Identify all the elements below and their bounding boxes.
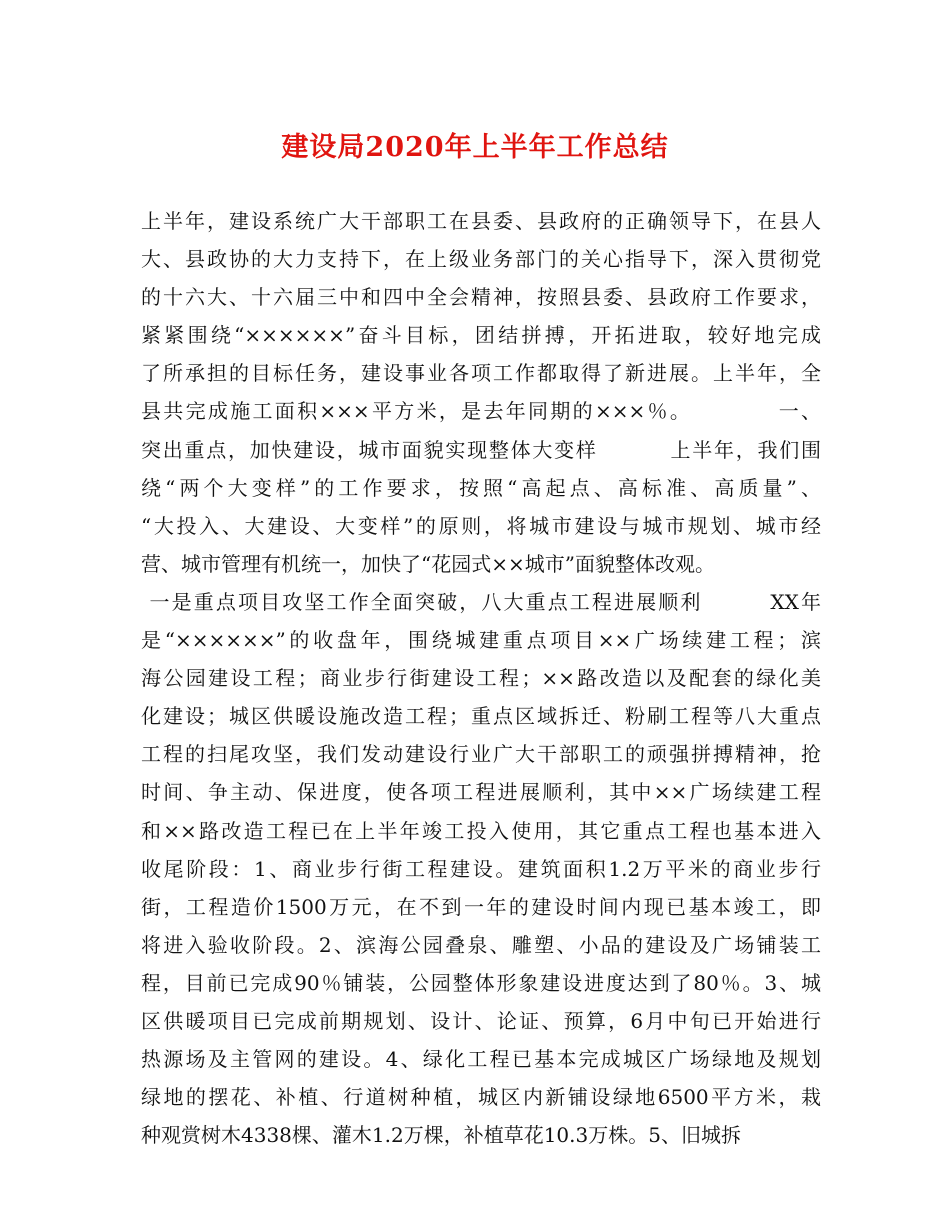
- body-text-line: 是“××××××”的收盘年，围绕城建重点项目××广场续建工程；滨: [141, 628, 821, 653]
- body-text-line: 紧紧围绕“××××××”奋斗目标，团结拼搏，开拓进取，较好地完成: [141, 323, 821, 348]
- body-text-line: 突出重点，加快建设，城市面貌实现整体大变样 上半年，我们围: [141, 437, 821, 462]
- body-text-line: 化建设；城区供暖设施改造工程；重点区域拆迁、粉刷工程等八大重点: [141, 704, 821, 729]
- body-text-line: 工程的扫尾攻坚，我们发动建设行业广大干部职工的顽强拼搏精神，抢: [141, 742, 821, 767]
- body-text-line: 一是重点项目攻坚工作全面突破，八大重点工程进展顺利 XX年: [141, 589, 821, 614]
- body-text-line: 区供暖项目已完成前期规划、设计、论证、预算，6月中旬已开始进行: [141, 1008, 821, 1033]
- body-text-line: 和××路改造工程已在上半年竣工投入使用，其它重点工程也基本进入: [141, 818, 821, 843]
- body-text-line: 种观赏树木4338棵、灌木1.2万棵，补植草花10.3万株。5、旧城拆: [141, 1123, 741, 1148]
- body-text-line: 县共完成施工面积×××平方米，是去年同期的×××％。 一、: [141, 399, 821, 424]
- body-text-line: 收尾阶段：1、商业步行街工程建设。建筑面积1.2万平米的商业步行: [141, 856, 821, 881]
- body-text-line: 大、县政协的大力支持下，在上级业务部门的关心指导下，深入贯彻党: [141, 247, 821, 272]
- body-text-line: 的十六大、十六届三中和四中全会精神，按照县委、县政府工作要求，: [141, 285, 821, 310]
- document-body: [141, 202, 821, 1154]
- body-text-line: 时间、争主动、保进度，使各项工程进展顺利，其中××广场续建工程: [141, 780, 821, 805]
- body-text-line: 了所承担的目标任务，建设事业各项工作都取得了新进展。上半年，全: [141, 361, 821, 386]
- body-text-line: “大投入、大建设、大变样”的原则，将城市建设与城市规划、城市经: [141, 513, 821, 538]
- body-text-line: 绿地的摆花、补植、行道树种植，城区内新铺设绿地6500平方米，栽: [141, 1085, 821, 1110]
- body-text-line: 海公园建设工程；商业步行街建设工程；××路改造以及配套的绿化美: [141, 666, 821, 691]
- body-text-line: 绕“两个大变样”的工作要求，按照“高起点、高标准、高质量”、: [141, 475, 821, 500]
- document-title: 建设局2020年上半年工作总结: [281, 132, 669, 163]
- body-text-line: 营、城市管理有机统一，加快了“花园式××城市”面貌整体改观。: [141, 551, 715, 576]
- body-text-line: 将进入验收阶段。2、滨海公园叠泉、雕塑、小品的建设及广场铺装工: [141, 932, 821, 957]
- body-text-line: 上半年，建设系统广大干部职工在县委、县政府的正确领导下，在县人: [141, 209, 821, 233]
- body-text-line: 程，目前已完成90％铺装，公园整体形象建设进度达到了80％。3、城: [141, 970, 821, 995]
- body-text-line: 街，工程造价1500万元，在不到一年的建设时间内现已基本竣工，即: [141, 894, 821, 919]
- body-text-line: 热源场及主管网的建设。4、绿化工程已基本完成城区广场绿地及规划: [141, 1047, 821, 1072]
